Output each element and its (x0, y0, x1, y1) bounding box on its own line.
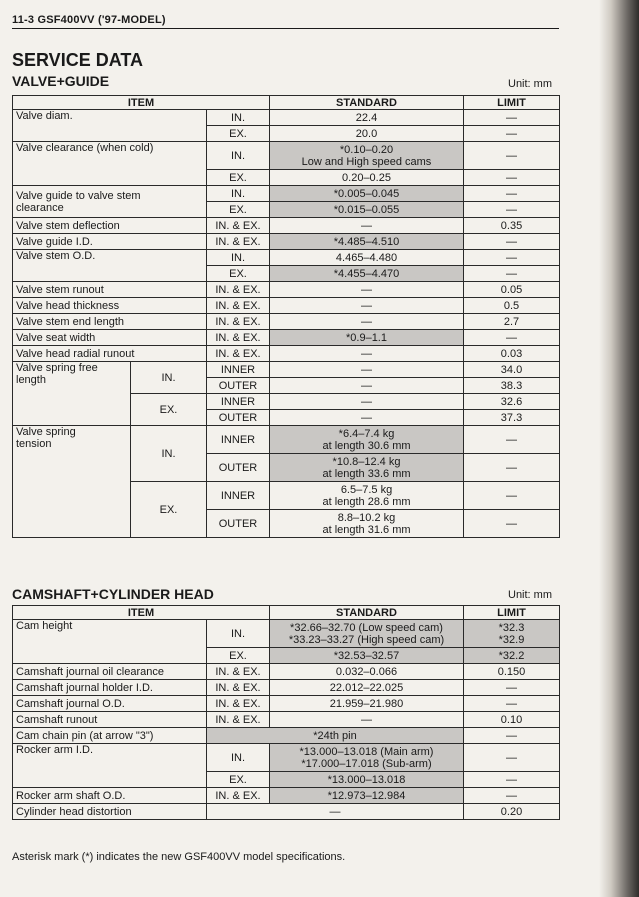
table-header-row (13, 96, 560, 110)
item-label: Valve seat width (13, 330, 207, 346)
camshaft-heading: CAMSHAFT+CYLINDER HEAD (12, 586, 214, 602)
standard-value: 0.20–0.25 (270, 170, 464, 186)
col-limit: LIMIT (464, 606, 560, 620)
sub-label: INNER (207, 394, 270, 410)
limit-value: — (464, 234, 560, 250)
item-label: Valve spring tension (13, 426, 131, 538)
sub-label: EX. (207, 266, 270, 282)
item-label: Valve stem deflection (13, 218, 207, 234)
table-row (13, 142, 560, 170)
standard-value: 21.959–21.980 (270, 696, 464, 712)
sub-label: IN. & EX. (207, 298, 270, 314)
standard-value: — (270, 362, 464, 378)
sub-label: IN. (207, 110, 270, 126)
standard-value: *32.66–32.70 (Low speed cam) *33.23–33.27 (High speed cam) (270, 620, 464, 648)
valve-guide-table (12, 95, 560, 538)
limit-value: 2.7 (464, 314, 560, 330)
item-label: Camshaft journal O.D. (13, 696, 207, 712)
item-label: Valve head radial runout (13, 346, 207, 362)
standard-value: *10.8–12.4 kg at length 33.6 mm (270, 454, 464, 482)
item-label: Valve guide to valve stem clearance (13, 186, 207, 218)
col-item: ITEM (13, 96, 270, 110)
standard-value: — (270, 282, 464, 298)
page-title: SERVICE DATA (12, 50, 144, 70)
item-label: Valve clearance (when cold) (13, 142, 207, 186)
limit-value: — (464, 788, 560, 804)
limit-value: 38.3 (464, 378, 560, 394)
item-label: Valve guide I.D. (13, 234, 207, 250)
table-row (13, 250, 560, 266)
limit-value: 0.150 (464, 664, 560, 680)
limit-value: 0.35 (464, 218, 560, 234)
sub-label: IN. (207, 142, 270, 170)
camshaft-unit: Unit: mm (508, 589, 552, 601)
sub-label: IN. & EX. (207, 282, 270, 298)
limit-value: — (464, 680, 560, 696)
limit-value: — (464, 696, 560, 712)
sub-label: INNER (207, 426, 270, 454)
sub-label: INNER (207, 482, 270, 510)
table-row (13, 346, 560, 362)
limit-value: — (464, 744, 560, 772)
footnote: Asterisk mark (*) indicates the new GSF400VV model specifications. (12, 851, 346, 863)
sub-label: IN. & EX. (207, 330, 270, 346)
standard-value: — (270, 410, 464, 426)
sub-label: IN. (207, 186, 270, 202)
table-row (13, 186, 560, 202)
limit-value: — (464, 110, 560, 126)
limit-value: — (464, 330, 560, 346)
standard-value: *13.000–13.018 (Main arm) *17.000–17.018 (Sub-arm) (270, 744, 464, 772)
standard-value: 6.5–7.5 kg at length 28.6 mm (270, 482, 464, 510)
standard-value: — (270, 298, 464, 314)
sub-label: IN. & EX. (207, 218, 270, 234)
standard-value: — (270, 346, 464, 362)
sub-label: OUTER (207, 410, 270, 426)
standard-value: — (270, 314, 464, 330)
standard-value: — (270, 378, 464, 394)
standard-value: 22.012–22.025 (270, 680, 464, 696)
page-header: 11-3 GSF400VV ('97-MODEL) (12, 14, 559, 29)
sub-label: IN. (207, 744, 270, 772)
item-label: Valve stem O.D. (13, 250, 207, 282)
standard-value: *12.973–12.984 (270, 788, 464, 804)
sub-label: EX. (131, 394, 207, 426)
limit-value: 32.6 (464, 394, 560, 410)
table-header-row (13, 606, 560, 620)
limit-value: 0.05 (464, 282, 560, 298)
sub-label: EX. (207, 648, 270, 664)
sub-label: EX. (207, 772, 270, 788)
limit-value: — (464, 426, 560, 454)
standard-value: *0.10–0.20 Low and High speed cams (270, 142, 464, 170)
sub-label: INNER (207, 362, 270, 378)
standard-value: *0.005–0.045 (270, 186, 464, 202)
item-label: Rocker arm shaft O.D. (13, 788, 207, 804)
table-row (13, 804, 560, 820)
table-row (13, 712, 560, 728)
limit-value: — (464, 142, 560, 170)
limit-value: — (464, 250, 560, 266)
sub-label: IN. & EX. (207, 234, 270, 250)
item-label: Valve stem end length (13, 314, 207, 330)
standard-value: *4.485–4.510 (270, 234, 464, 250)
sub-label: IN. & EX. (207, 788, 270, 804)
table-row (13, 110, 560, 126)
book-spine-shadow (599, 0, 639, 897)
limit-value: — (464, 266, 560, 282)
limit-value: *32.2 (464, 648, 560, 664)
limit-value: — (464, 454, 560, 482)
item-label: Rocker arm I.D. (13, 744, 207, 788)
item-label: Valve head thickness (13, 298, 207, 314)
sub-label: IN. & EX. (207, 664, 270, 680)
limit-value: — (464, 482, 560, 510)
sub-label: EX. (131, 482, 207, 538)
sub-label: IN. & EX. (207, 696, 270, 712)
table-row (13, 362, 560, 378)
standard-value: — (270, 712, 464, 728)
table-row (13, 620, 560, 648)
item-label: Cylinder head distortion (13, 804, 207, 820)
table-row (13, 314, 560, 330)
sub-label: EX. (207, 202, 270, 218)
table-row (13, 282, 560, 298)
item-label: Valve stem runout (13, 282, 207, 298)
sub-label: IN. & EX. (207, 346, 270, 362)
table-row (13, 728, 560, 744)
valve-guide-heading: VALVE+GUIDE (12, 73, 110, 89)
limit-value: — (464, 510, 560, 538)
sub-label: IN. & EX. (207, 314, 270, 330)
sub-label: OUTER (207, 454, 270, 482)
sub-label: EX. (207, 170, 270, 186)
table-row (13, 298, 560, 314)
limit-value: — (464, 728, 560, 744)
sub-label: IN. (207, 620, 270, 648)
col-item: ITEM (13, 606, 270, 620)
col-limit: LIMIT (464, 96, 560, 110)
sub-label: IN. (131, 426, 207, 482)
standard-value: *0.015–0.055 (270, 202, 464, 218)
limit-value: *32.3 *32.9 (464, 620, 560, 648)
standard-value: 4.465–4.480 (270, 250, 464, 266)
standard-value: — (270, 394, 464, 410)
item-label: Cam chain pin (at arrow "3") (13, 728, 207, 744)
item-label: Camshaft runout (13, 712, 207, 728)
item-label: Valve diam. (13, 110, 207, 142)
table-row (13, 218, 560, 234)
col-standard: STANDARD (270, 606, 464, 620)
standard-value: *0.9–1.1 (270, 330, 464, 346)
table-row (13, 680, 560, 696)
sub-label: IN. & EX. (207, 712, 270, 728)
item-label: Camshaft journal oil clearance (13, 664, 207, 680)
standard-value: *4.455–4.470 (270, 266, 464, 282)
item-label: Camshaft journal holder I.D. (13, 680, 207, 696)
col-standard: STANDARD (270, 96, 464, 110)
limit-value: — (464, 186, 560, 202)
limit-value: 37.3 (464, 410, 560, 426)
camshaft-table (12, 605, 560, 820)
valve-guide-unit: Unit: mm (508, 78, 552, 90)
table-row (13, 330, 560, 346)
sub-label: EX. (207, 126, 270, 142)
item-label: Valve spring free length (13, 362, 131, 426)
limit-value: 34.0 (464, 362, 560, 378)
table-row (13, 696, 560, 712)
table-row (13, 744, 560, 772)
sub-label: IN. (207, 250, 270, 266)
standard-value: *6.4–7.4 kg at length 30.6 mm (270, 426, 464, 454)
standard-value: 20.0 (270, 126, 464, 142)
standard-value: 0.032–0.066 (270, 664, 464, 680)
standard-value: *32.53–32.57 (270, 648, 464, 664)
limit-value: 0.10 (464, 712, 560, 728)
table-row (13, 664, 560, 680)
sub-label: IN. (131, 362, 207, 394)
limit-value: — (464, 170, 560, 186)
table-row (13, 426, 560, 454)
table-row (13, 788, 560, 804)
limit-value: 0.03 (464, 346, 560, 362)
standard-value: *13.000–13.018 (270, 772, 464, 788)
limit-value: — (464, 202, 560, 218)
standard-value: 22.4 (270, 110, 464, 126)
table-row (13, 234, 560, 250)
sub-label: OUTER (207, 378, 270, 394)
limit-value: — (464, 126, 560, 142)
standard-value: *24th pin (207, 728, 464, 744)
limit-value: — (464, 772, 560, 788)
sub-label: OUTER (207, 510, 270, 538)
standard-value: — (207, 804, 464, 820)
standard-value: — (270, 218, 464, 234)
limit-value: 0.5 (464, 298, 560, 314)
standard-value: 8.8–10.2 kg at length 31.6 mm (270, 510, 464, 538)
limit-value: 0.20 (464, 804, 560, 820)
sub-label: IN. & EX. (207, 680, 270, 696)
item-label: Cam height (13, 620, 207, 664)
